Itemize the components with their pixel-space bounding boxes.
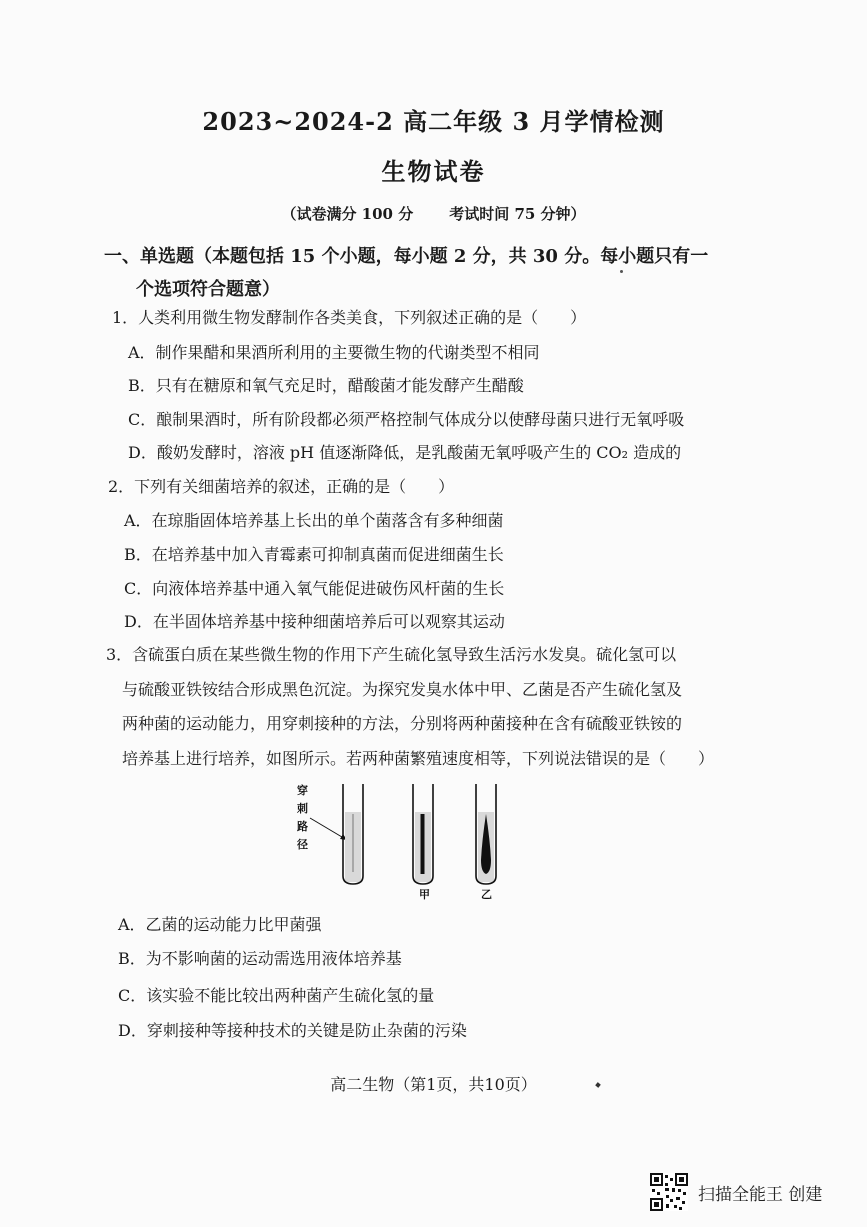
figure-path-label-char: 穿: [297, 785, 308, 797]
question-1-option-c: C．酿制果酒时，所有阶段都必须严格控制气体成分以使酵母菌只进行无氧呼吸: [128, 410, 685, 429]
test-tube-yi: [476, 784, 496, 884]
qr-code-icon: [650, 1173, 688, 1211]
section-heading-line2: 个选项符合题意）: [136, 279, 280, 300]
question-2-option-a: A．在琼脂固体培养基上长出的单个菌落含有多种细菌: [124, 511, 504, 530]
exam-info: [0, 203, 867, 224]
section-heading: [104, 240, 744, 306]
exam-subtitle: 生物试卷: [381, 157, 486, 186]
test-tube-jia: [413, 784, 433, 884]
question-3-option-d: D．穿刺接种等接种技术的关键是防止杂菌的污染: [118, 1021, 467, 1040]
question-3-stem: [106, 638, 726, 776]
question-3-stem-line: 与硫酸亚铁铵结合形成黑色沉淀。为探究发臭水体中甲、乙菌是否产生硫化氢及: [122, 679, 683, 699]
question-1-stem: 1．人类利用微生物发酵制作各类美食，下列叙述正确的是（ ）: [112, 308, 587, 327]
test-tube-figure: [295, 780, 515, 900]
exam-title: 2023~2024-2 高二年级 3 月学情检测: [202, 107, 665, 136]
full-score-text: （试卷满分 100 分: [281, 205, 414, 223]
section-heading-line1: 一、单选题（本题包括 15 个小题，每小题 2 分，共 30 分。每小题只有一: [104, 246, 709, 267]
question-2-stem: 2．下列有关细菌培养的叙述，正确的是（ ）: [108, 477, 455, 496]
tube-label-yi: 乙: [481, 889, 492, 900]
question-3-option-c: C．该实验不能比较出两种菌产生硫化氢的量: [118, 986, 435, 1005]
page-footer: 高二生物（第1页，共10页）: [330, 1075, 537, 1094]
question-2-option-d: D．在半固体培养基中接种细菌培养后可以观察其运动: [124, 612, 505, 631]
question-3-option-b: B．为不影响菌的运动需选用液体培养基: [118, 949, 402, 968]
black-precipitate-line: [421, 814, 425, 874]
question-1-option-b: B．只有在糖原和氧气充足时，醋酸菌才能发酵产生醋酸: [128, 376, 524, 395]
exam-time-text: 考试时间 75 分钟）: [449, 205, 586, 223]
question-1-option-d: D．酸奶发酵时，溶液 pH 值逐渐降低，是乳酸菌无氧呼吸产生的 CO₂ 造成的: [128, 443, 682, 462]
watermark-text: 扫描全能王 创建: [698, 1184, 823, 1205]
question-3-stem-line: 培养基上进行培养，如图所示。若两种菌繁殖速度相等，下列说法错误的是（ ）: [122, 748, 715, 768]
test-tube-control: [343, 784, 363, 884]
question-2-option-b: B．在培养基中加入青霉素可抑制真菌而促进细菌生长: [124, 545, 504, 564]
question-2-option-c: C．向液体培养基中通入氧气能促进破伤风杆菌的生长: [124, 579, 505, 598]
figure-path-label-char: 路: [297, 821, 308, 833]
figure-path-label-char: 刺: [297, 803, 308, 815]
figure-path-label-char: 径: [297, 839, 308, 851]
question-3-stem-line: 两种菌的运动能力，用穿刺接种的方法，分别将两种菌接种在含有硫酸亚铁铵的: [122, 714, 683, 733]
tube-label-jia: 甲: [419, 889, 430, 900]
question-3-option-a: A．乙菌的运动能力比甲菌强: [118, 915, 322, 934]
question-1-option-a: A．制作果醋和果酒所利用的主要微生物的代谢类型不相同: [128, 343, 540, 362]
question-3-stem-line: 3．含硫蛋白质在某些微生物的作用下产生硫化氢导致生活污水发臭。硫化氢可以: [106, 645, 677, 664]
scanner-watermark: [650, 1172, 822, 1212]
